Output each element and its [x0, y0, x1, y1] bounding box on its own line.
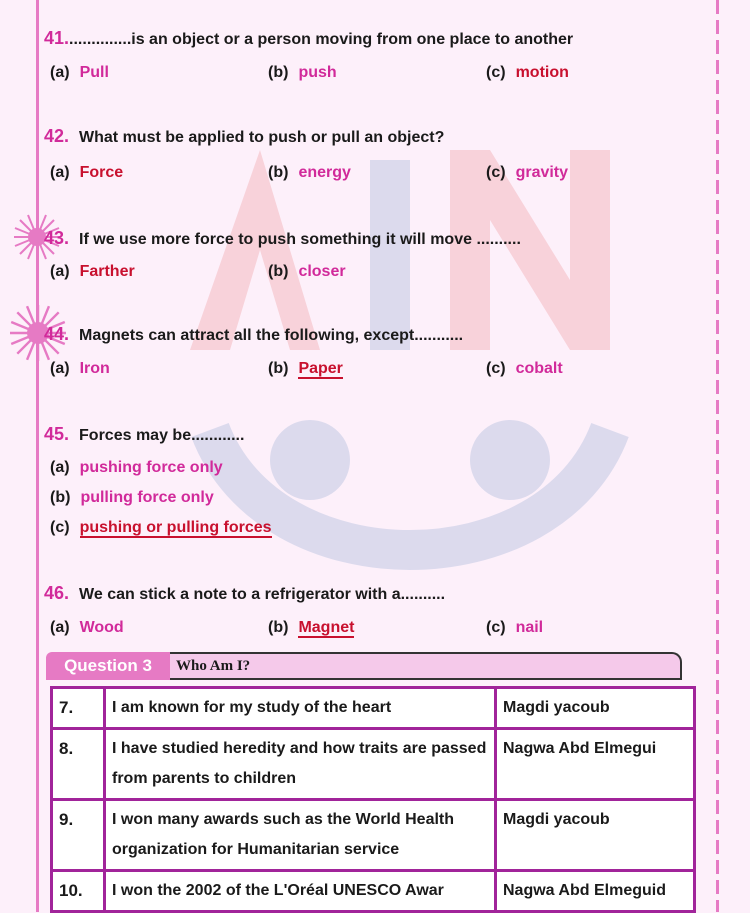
question-45	[44, 424, 244, 445]
row-answer[interactable]: Nagwa Abd Elmeguid	[496, 871, 695, 912]
background-logo-watermark	[150, 130, 670, 650]
question-text: We can stick a note to a refrigerator with a	[79, 586, 401, 603]
table-row	[52, 800, 695, 871]
q44-option-a[interactable]: (a) Iron	[50, 360, 110, 377]
row-number: 9.	[52, 800, 105, 871]
question-text: If we use more force to push something it will move	[79, 231, 472, 248]
who-am-i-table	[50, 686, 696, 913]
q45-option-a[interactable]: (a) pushing force only	[50, 459, 223, 476]
row-statement: I am known for my study of the heart	[105, 688, 496, 729]
question-44	[44, 324, 463, 345]
q41-option-b[interactable]: (b) push	[268, 64, 337, 81]
q45-option-b[interactable]: (b) pulling force only	[50, 489, 214, 506]
row-number: 10.	[52, 871, 105, 912]
question-number: 43.	[44, 228, 70, 248]
question-43	[44, 228, 521, 249]
question-number: 41.	[44, 28, 70, 48]
question-text: is an object or a person moving from one place to another	[131, 31, 574, 48]
row-number: 7.	[52, 688, 105, 729]
question-46	[44, 583, 445, 604]
row-number: 8.	[52, 729, 105, 800]
question-blank: ..............	[69, 31, 132, 48]
q44-option-b[interactable]: (b) Paper	[268, 360, 343, 377]
row-statement: I have studied heredity and how traits are passed from parents to children	[105, 729, 496, 800]
question-3-title: Who Am I?	[176, 658, 251, 674]
row-statement: I won many awards such as the World Health organization for Humanitarian service	[105, 800, 496, 871]
row-answer[interactable]: Magdi yacoub	[496, 688, 695, 729]
row-answer[interactable]: Magdi yacoub	[496, 800, 695, 871]
table-row	[52, 729, 695, 800]
q42-option-b[interactable]: (b) energy	[268, 164, 351, 181]
q45-option-c[interactable]: (c) pushing or pulling forces	[50, 519, 272, 536]
question-3-badge: Question 3	[46, 652, 170, 680]
table-row	[52, 871, 695, 912]
table-row	[52, 688, 695, 729]
question-blank: ...........	[414, 327, 464, 344]
question-blank: ..........	[400, 586, 446, 603]
question-blank: ............	[191, 427, 245, 444]
q44-option-c[interactable]: (c) cobalt	[486, 360, 563, 377]
question-number: 45.	[44, 424, 70, 444]
question-blank: ..........	[476, 231, 521, 248]
question-number: 46.	[44, 583, 70, 603]
question-number: 44.	[44, 324, 70, 344]
q43-option-a[interactable]: (a) Farther	[50, 263, 135, 280]
left-border	[36, 0, 39, 912]
q46-option-c[interactable]: (c) nail	[486, 619, 544, 636]
q41-option-a[interactable]: (a) Pull	[50, 64, 109, 81]
question-text: Forces may be	[79, 427, 192, 444]
q43-option-b[interactable]: (b) closer	[268, 263, 346, 280]
question-number: 42.	[44, 126, 70, 146]
q46-option-b[interactable]: (b) Magnet	[268, 619, 355, 636]
q42-option-c[interactable]: (c) gravity	[486, 164, 569, 181]
q46-option-a[interactable]: (a) Wood	[50, 619, 124, 636]
question-text: What must be applied to push or pull an object?	[79, 129, 445, 146]
row-answer[interactable]: Nagwa Abd Elmegui	[496, 729, 695, 800]
question-42	[44, 126, 444, 147]
question-41	[44, 28, 573, 49]
row-statement: I won the 2002 of the L'Oréal UNESCO Awar	[105, 871, 496, 912]
q41-option-c[interactable]: (c) motion	[486, 64, 569, 81]
question-text: Magnets can attract all the following, except	[79, 327, 415, 344]
q42-option-a[interactable]: (a) Force	[50, 164, 124, 181]
right-border	[716, 0, 719, 912]
